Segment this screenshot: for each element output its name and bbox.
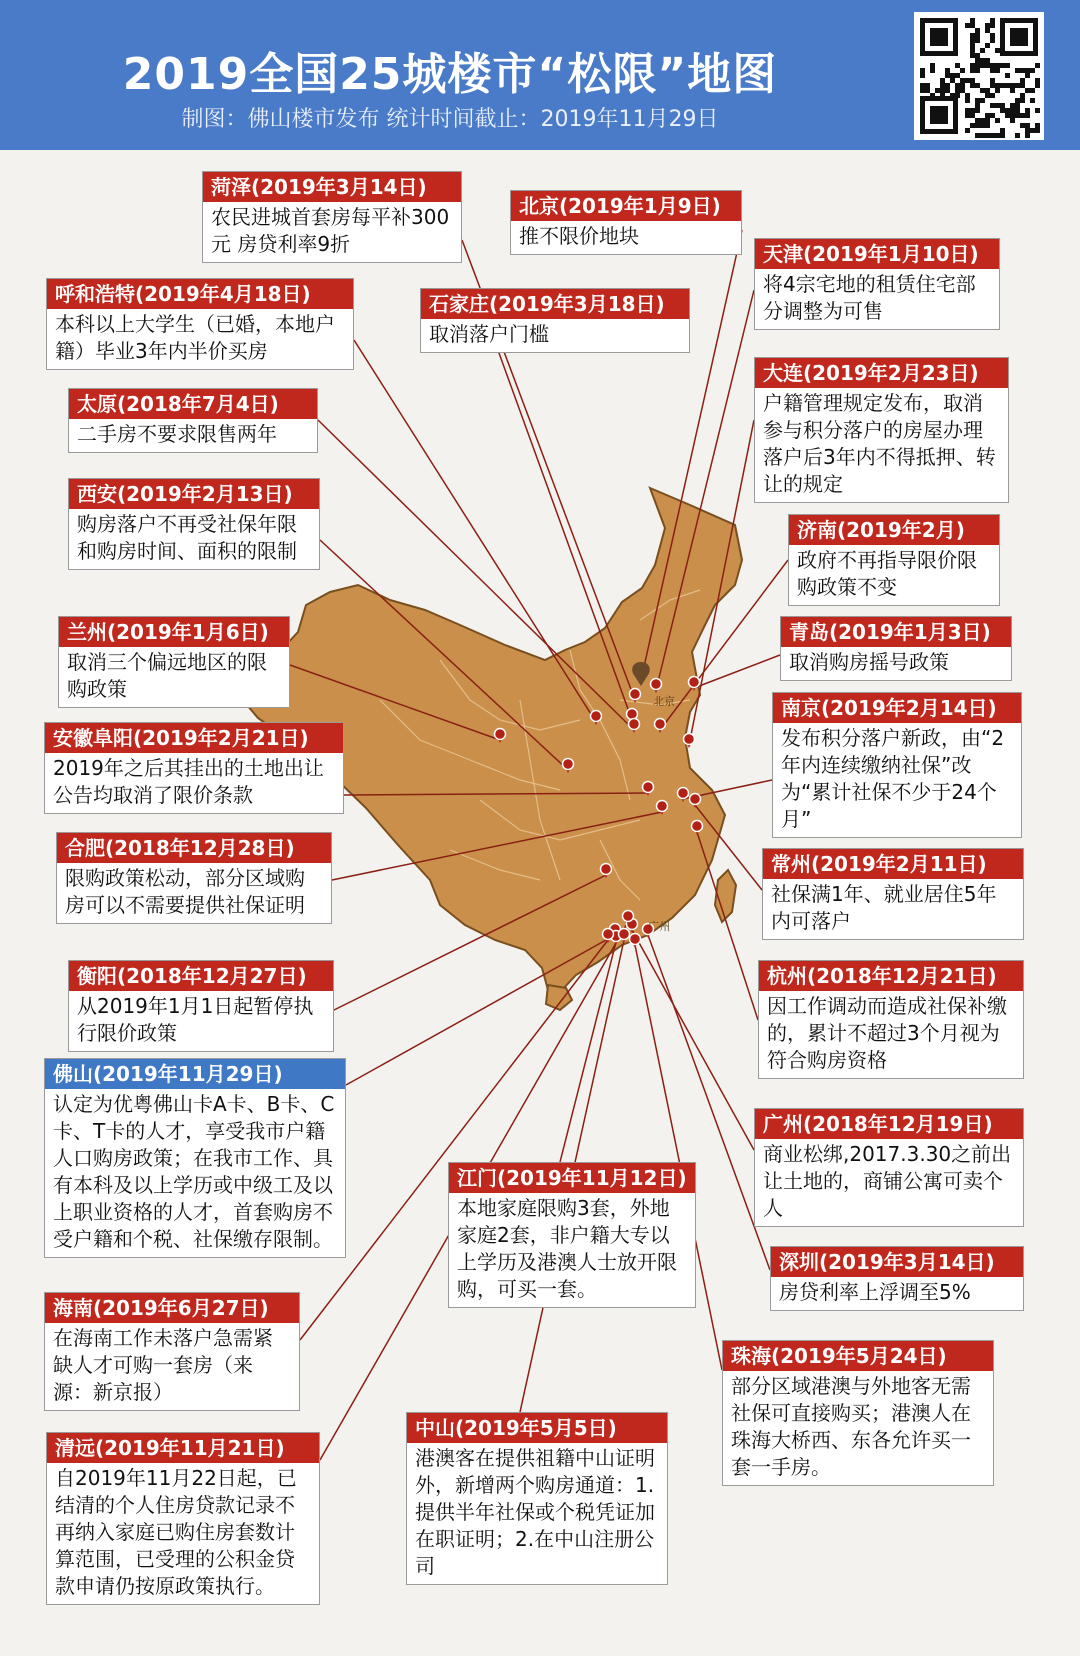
city-box-xian xyxy=(68,478,320,570)
city-title: 西安(2019年2月13日) xyxy=(69,479,319,509)
city-policy: 认定为优粤佛山卡A卡、B卡、C卡、T卡的人才，享受我市户籍人口购房政策；在我市工作、具有本科及以上学历或中级工及以上职业资格的人才，首套购房不受户籍和个税、社保缴存限制。 xyxy=(53,1092,335,1251)
city-title: 清远(2019年11月21日) xyxy=(47,1433,319,1463)
city-title: 广州(2018年12月19日) xyxy=(755,1109,1023,1139)
city-title: 常州(2019年2月11日) xyxy=(763,849,1023,879)
city-title: 北京(2019年1月9日) xyxy=(511,191,741,221)
city-box-hengyang xyxy=(68,960,334,1052)
city-box-qingyuan xyxy=(46,1432,320,1605)
city-box-taiyuan xyxy=(68,388,318,453)
city-title: 中山(2019年5月5日) xyxy=(407,1413,667,1443)
city-title: 南京(2019年2月14日) xyxy=(773,693,1021,723)
city-policy: 户籍管理规定发布，取消参与积分落户的房屋办理落户后3年内不得抵押、转让的规定 xyxy=(763,391,996,496)
leader-line-foshan xyxy=(346,935,615,1085)
city-policy: 2019年之后其挂出的土地出让公告均取消了限价条款 xyxy=(53,756,324,807)
city-box-beijing xyxy=(510,190,742,255)
map-label-guangzhou: 广州 xyxy=(648,920,670,933)
city-box-jinan xyxy=(788,514,1000,606)
city-policy: 取消购房摇号政策 xyxy=(789,650,949,674)
city-policy: 在海南工作未落户急需紧缺人才可购一套房（来源：新京报） xyxy=(53,1326,273,1404)
city-policy: 限购政策松动，部分区域购房可以不需要提供社保证明 xyxy=(65,866,305,917)
city-box-huhehaote xyxy=(46,278,354,370)
city-title: 济南(2019年2月) xyxy=(789,515,999,545)
city-policy: 从2019年1月1日起暂停执行限价政策 xyxy=(77,994,314,1045)
city-policy: 本地家庭限购3套，外地家庭2套，非户籍大专以上学历及港澳人士放开限购，可买一套。 xyxy=(457,1196,677,1301)
city-box-lanzhou xyxy=(58,616,290,708)
city-title: 太原(2018年7月4日) xyxy=(69,389,317,419)
city-box-foshan xyxy=(44,1058,346,1258)
city-title: 安徽阜阳(2019年2月21日) xyxy=(45,723,343,753)
city-box-shenzhen xyxy=(770,1246,1024,1311)
city-box-changzhou xyxy=(762,848,1024,940)
city-title: 天津(2019年1月10日) xyxy=(755,239,999,269)
city-box-guangzhou xyxy=(754,1108,1024,1227)
city-title: 合肥(2018年12月28日) xyxy=(57,833,331,863)
city-title: 珠海(2019年5月24日) xyxy=(723,1341,993,1371)
city-policy: 房贷利率上浮调至5% xyxy=(779,1280,971,1304)
city-box-dalian xyxy=(754,357,1009,503)
city-box-hangzhou xyxy=(758,960,1024,1079)
city-policy: 港澳客在提供祖籍中山证明外，新增两个购房通道：1.提供半年社保或个税凭证加在职证明；2.在中山注册公司 xyxy=(415,1446,655,1578)
page-subtitle: 制图：佛山楼市发布 统计时间截止：2019年11月29日 xyxy=(181,107,719,132)
city-policy: 本科以上大学生（已婚，本地户籍）毕业3年内半价买房 xyxy=(55,312,335,363)
city-policy: 购房落户不再受社保年限和购房时间、面积的限制 xyxy=(77,512,297,563)
city-title: 青岛(2019年1月3日) xyxy=(781,617,1011,647)
city-policy: 取消三个偏远地区的限购政策 xyxy=(67,650,267,701)
city-box-hefei xyxy=(56,832,332,924)
city-policy: 政府不再指导限价限购政策不变 xyxy=(797,548,977,599)
city-box-qingdao xyxy=(780,616,1012,681)
leader-line-hangzhou xyxy=(697,832,758,1020)
city-policy: 商业松绑,2017.3.30之前出让土地的，商铺公寓可卖个人 xyxy=(763,1142,1012,1220)
city-title: 杭州(2018年12月21日) xyxy=(759,961,1023,991)
city-box-fuyang xyxy=(44,722,344,814)
city-box-jiangmen xyxy=(448,1162,696,1308)
city-policy: 发布积分落户新政，由“2年内连续缴纳社保”改为“累计社保不少于24个月” xyxy=(781,726,1005,831)
city-title: 衡阳(2018年12月27日) xyxy=(69,961,333,991)
city-title: 海南(2019年6月27日) xyxy=(45,1293,299,1323)
leader-line-guangzhou xyxy=(632,930,754,1150)
map-pin-zhuhai[interactable] xyxy=(630,934,641,949)
map-label-beijing: 北京 xyxy=(653,695,675,708)
city-title: 深圳(2019年3月14日) xyxy=(771,1247,1023,1277)
city-policy: 因工作调动而造成社保补缴的，累计不超过3个月视为符合购房资格 xyxy=(767,994,1007,1072)
page-title: 2019全国25城楼市“松限”地图 xyxy=(122,49,778,100)
city-title: 兰州(2019年1月6日) xyxy=(59,617,289,647)
city-title: 呼和浩特(2019年4月18日) xyxy=(47,279,353,309)
city-box-tianjin xyxy=(754,238,1000,330)
city-box-hainan xyxy=(44,1292,300,1411)
city-policy: 部分区域港澳与外地客无需社保可直接购买；港澳人在珠海大桥西、东各允许买一套一手房。 xyxy=(731,1374,971,1479)
city-policy: 将4宗宅地的租赁住宅部分调整为可售 xyxy=(763,272,976,323)
city-box-shijiazhuang xyxy=(420,288,690,353)
hainan-island xyxy=(546,985,572,1010)
city-box-nanjing xyxy=(772,692,1022,838)
leader-line-qingdao xyxy=(694,655,780,688)
city-policy: 二手房不要求限售两年 xyxy=(77,422,277,446)
city-box-zhongshan xyxy=(406,1412,668,1585)
city-policy: 农民进城首套房每平补300元 房贷利率9折 xyxy=(211,205,450,256)
city-title: 大连(2019年2月23日) xyxy=(755,358,1008,388)
city-policy: 推不限价地块 xyxy=(519,224,639,248)
city-policy: 社保满1年、就业居住5年内可落户 xyxy=(771,882,997,933)
city-title: 江门(2019年11月12日) xyxy=(449,1163,695,1193)
city-box-zhuhai xyxy=(722,1340,994,1486)
city-policy: 自2019年11月22日起，已结清的个人住房贷款记录不再纳入家庭已购住房套数计算范围，已受理的公积金贷款申请仍按原政策执行。 xyxy=(55,1466,297,1598)
city-title: 石家庄(2019年3月18日) xyxy=(421,289,689,319)
city-policy: 取消落户门槛 xyxy=(429,322,549,346)
city-box-heze xyxy=(202,171,462,263)
city-title: 佛山(2019年11月29日) xyxy=(45,1059,345,1089)
city-title: 菏泽(2019年3月14日) xyxy=(203,172,461,202)
